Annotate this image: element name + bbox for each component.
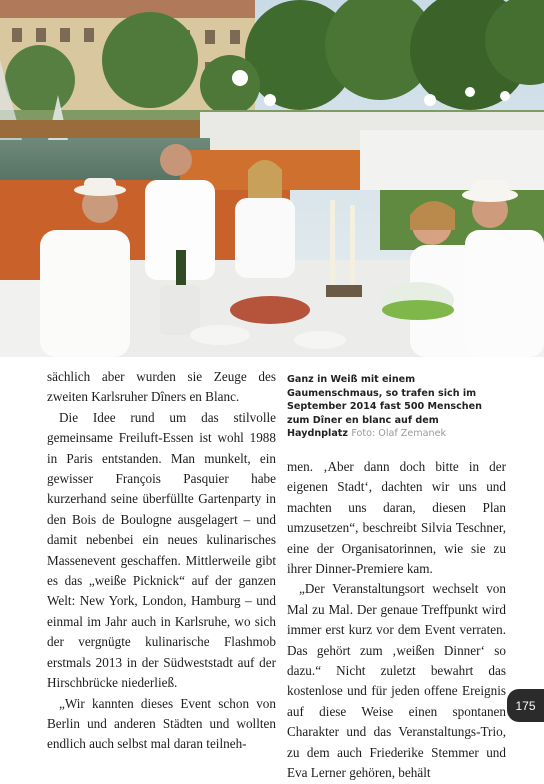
left-text-column (47, 367, 276, 755)
paragraph: „Der Veranstaltungsort wechselt von Mal zu Mal. Der genaue Treffpunkt wird immer erst kurz vor dem Event verraten. Das gehört zum ‚weißen Dinner‘ so dazu.“ Nicht zuletzt bewahrt das kostenlose und für jeden offene Ereignis auf diese Weise einen spontanen Charakter und das Veranstaltungs-Trio, zu dem auch Friederike Stemmer und Eva Lerner gehören, behält (287, 581, 506, 781)
caption-text: Ganz in Weiß mit einem Gaumenschmaus, so trafen sich im September 2014 fast 500 Menschen zum Dîner en blanc auf dem Haydnplatz (287, 374, 482, 440)
paragraph: men. ‚Aber dann doch bitte in der eigenen Stadt‘, dachten wir uns und machten uns daran, diesen Plan umzusetzen“, beschreibt Silvia Teschner, eine der Organisatorinnen, wie sie zu ihrer Dinner-Premiere kam. (287, 459, 506, 577)
right-text-column (287, 457, 506, 784)
photo-caption (287, 373, 501, 441)
event-photo (0, 0, 544, 357)
paragraph: Die Idee rund um das stilvolle gemeinsame Freiluft-Essen ist wohl 1988 in Paris entstanden. Man munkelt, ein gewisser François Pasquier habe kurzerhand seine überfüllte Gartenparty in den Bois de Boulogne ausgelagert – und damit nebenbei ein neues kulinarisches Massenevent geschaffen. Mittlerweile gibt es das „weiße Picknick“ auf der ganzen Welt: New York, London, Hamburg – und einmal im Jahr auch in Karlsruhe, wo sich der vergnügte kulinarische Flashmob erstmals 2013 in der Südweststadt auf der Hirschbrücke niederließ. (47, 409, 276, 691)
paragraph: sächlich aber wurden sie Zeuge des zweiten Karlsruher Dîners en Blanc. (47, 369, 276, 405)
page-number: 175 (507, 689, 544, 722)
paragraph: „Wir kannten dieses Event schon von Berlin und anderen Städten und wollten endlich auch selbst mal daran teilneh- (47, 695, 276, 752)
photo-credit: Foto: Olaf Zemanek (351, 428, 447, 440)
